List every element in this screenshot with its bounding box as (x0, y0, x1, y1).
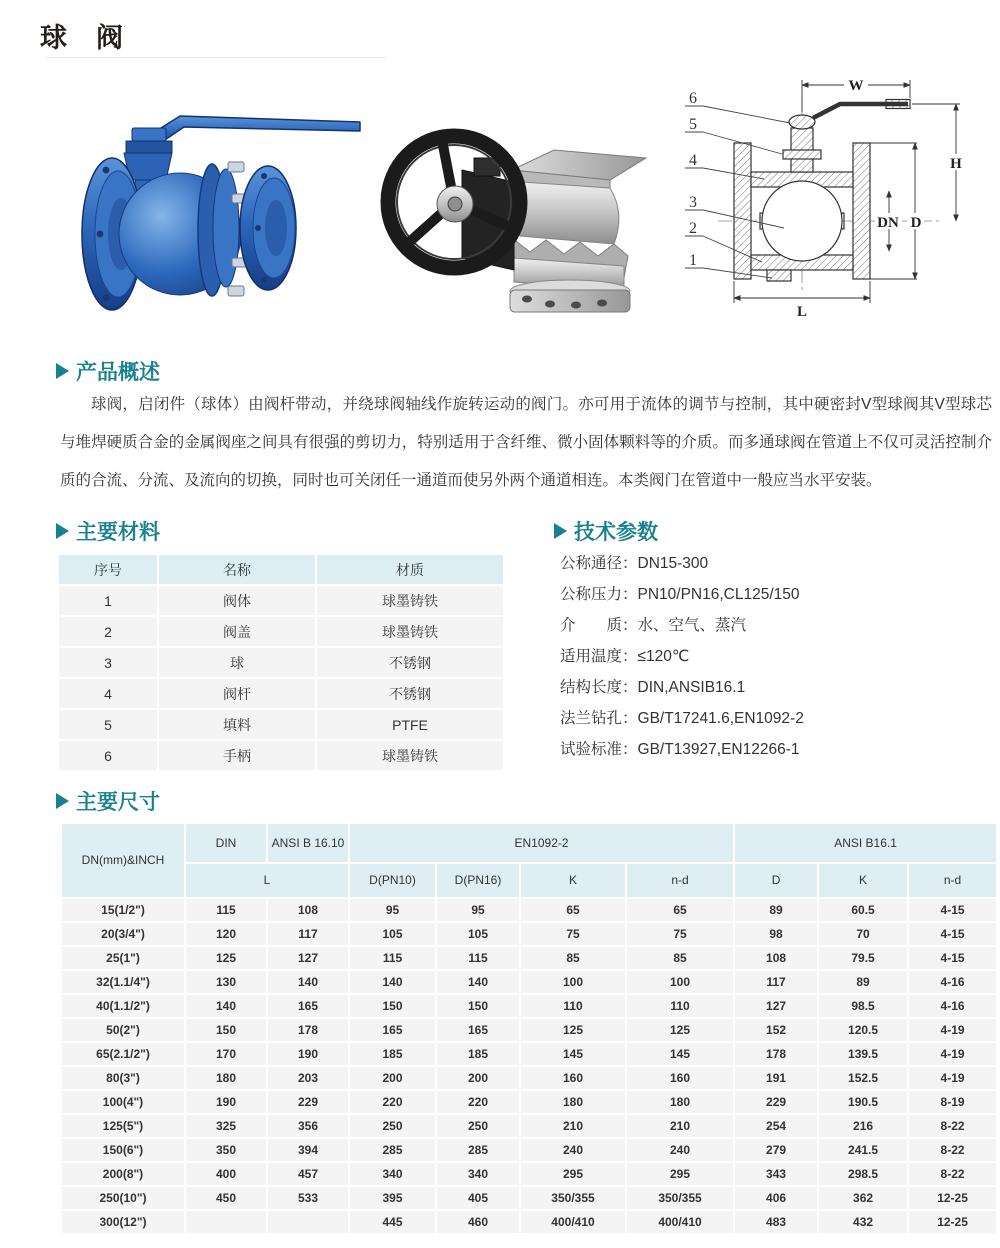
table-cell: 457 (268, 1163, 348, 1185)
tech-param-value: ≤120℃ (637, 648, 690, 665)
table-row (59, 586, 503, 615)
table-row (62, 899, 996, 921)
table-cell: 115 (350, 947, 435, 969)
table-cell: 190 (186, 1091, 266, 1113)
table-cell: 球墨铸铁 (317, 617, 503, 646)
table-row (62, 1163, 996, 1185)
gray-valve-illustration (362, 98, 667, 336)
tech-param-label: 公称通径： (560, 555, 638, 572)
dimensions-group-ansi161: ANSI B16.1 (735, 824, 996, 862)
table-cell: 95 (437, 899, 519, 921)
tech-param-line (560, 734, 980, 765)
table-cell: 8-19 (909, 1091, 996, 1113)
table-cell: 190.5 (819, 1091, 907, 1113)
materials-col-material: 材质 (317, 555, 503, 584)
table-cell: 65(2.1/2") (62, 1043, 184, 1065)
table-cell: 75 (627, 923, 733, 945)
table-cell: 50(2") (62, 1019, 184, 1041)
table-row (62, 1091, 996, 1113)
table-cell: 191 (735, 1067, 817, 1089)
product-photo-handwheel-ball-valve (362, 98, 667, 336)
table-cell: 180 (627, 1091, 733, 1113)
dimensions-group-en1092: EN1092-2 (350, 824, 733, 862)
table-cell: 203 (268, 1067, 348, 1089)
diagram-part-label-4: 4 (689, 152, 697, 169)
table-cell: 2 (59, 617, 157, 646)
table-cell: 105 (437, 923, 519, 945)
tech-param-value: PN10/PN16,CL125/150 (637, 586, 800, 603)
table-cell: 100 (627, 971, 733, 993)
diagram-part-label-5: 5 (689, 116, 697, 133)
table-cell: 152.5 (819, 1067, 907, 1089)
diagram-part-label-1: 1 (689, 252, 697, 269)
table-cell: 400 (186, 1163, 266, 1185)
table-row (59, 617, 503, 646)
table-cell: 450 (186, 1187, 266, 1209)
table-row (62, 1187, 996, 1209)
product-photo-flanged-ball-valve (60, 80, 368, 338)
diagram-dim-dn: DN (877, 215, 899, 231)
table-cell: 210 (521, 1115, 625, 1137)
dimensions-col-dn: DN(mm)&INCH (62, 824, 184, 897)
tech-param-value: GB/T17241.6,EN1092-2 (637, 710, 804, 727)
table-cell: 4-15 (909, 947, 996, 969)
table-cell: 125 (627, 1019, 733, 1041)
table-cell: 3 (59, 648, 157, 677)
table-row (62, 1139, 996, 1161)
table-cell: 295 (521, 1163, 625, 1185)
table-cell: 108 (735, 947, 817, 969)
table-cell: 117 (735, 971, 817, 993)
overview-heading-label: 产品概述 (76, 361, 160, 384)
diagram-part-label-6: 6 (689, 90, 697, 107)
table-cell: 298.5 (819, 1163, 907, 1185)
table-cell: 254 (735, 1115, 817, 1137)
table-cell: 356 (268, 1115, 348, 1137)
table-cell: 405 (437, 1187, 519, 1209)
table-cell: 340 (437, 1163, 519, 1185)
table-cell: 117 (268, 923, 348, 945)
tech-param-line (560, 548, 980, 579)
table-cell: 150 (186, 1019, 266, 1041)
tech-param-line (560, 641, 980, 672)
tech-param-label: 公称压力： (560, 586, 638, 603)
table-cell: 350/355 (627, 1187, 733, 1209)
table-cell: 8-22 (909, 1115, 996, 1137)
materials-col-no: 序号 (59, 555, 157, 584)
dimensions-header-row-1 (62, 824, 996, 862)
table-cell: 25(1") (62, 947, 184, 969)
table-cell: 178 (735, 1043, 817, 1065)
table-cell: 4-15 (909, 899, 996, 921)
table-cell: 4-19 (909, 1043, 996, 1065)
table-cell: 98.5 (819, 995, 907, 1017)
diagram-dim-w: W (848, 78, 864, 94)
tech-section-heading (554, 516, 658, 546)
tech-param-line (560, 579, 980, 610)
tech-param-line (560, 610, 980, 641)
table-cell: 152 (735, 1019, 817, 1041)
table-cell: 120 (186, 923, 266, 945)
table-cell: 20(3/4") (62, 923, 184, 945)
table-cell: 210 (627, 1115, 733, 1137)
tech-param-line (560, 672, 980, 703)
table-cell: 32(1.1/4") (62, 971, 184, 993)
table-cell: 140 (350, 971, 435, 993)
table-cell: 95 (350, 899, 435, 921)
table-cell: 185 (437, 1043, 519, 1065)
materials-header-row (59, 555, 503, 584)
table-cell: 手柄 (159, 741, 315, 770)
table-cell: 185 (350, 1043, 435, 1065)
diagram-part-label-3: 3 (689, 194, 697, 211)
table-cell: 220 (350, 1091, 435, 1113)
dimensions-sub-dpn10: D(PN10) (350, 864, 435, 897)
table-cell: 139.5 (819, 1043, 907, 1065)
table-cell: 140 (186, 995, 266, 1017)
table-cell: 200(8") (62, 1163, 184, 1185)
table-cell: 4-19 (909, 1019, 996, 1041)
triangle-bullet-icon (56, 523, 69, 539)
table-row (62, 995, 996, 1017)
table-cell: 216 (819, 1115, 907, 1137)
overview-section-heading (56, 356, 160, 386)
table-cell: 110 (521, 995, 625, 1017)
table-cell: 200 (350, 1067, 435, 1089)
table-cell: 165 (268, 995, 348, 1017)
table-cell: 4 (59, 679, 157, 708)
table-cell: 178 (268, 1019, 348, 1041)
diagram-dim-l: L (796, 304, 808, 320)
table-cell: 483 (735, 1211, 817, 1233)
materials-section-heading (56, 516, 160, 546)
table-cell: 400/410 (521, 1211, 625, 1233)
tech-param-label: 试验标准： (560, 741, 638, 758)
table-cell: 60.5 (819, 899, 907, 921)
dimensions-sub-l: L (186, 864, 348, 897)
table-cell: 130 (186, 971, 266, 993)
table-cell: 89 (735, 899, 817, 921)
table-row (62, 971, 996, 993)
table-cell: 65 (627, 899, 733, 921)
table-cell: 100 (521, 971, 625, 993)
table-cell: 460 (437, 1211, 519, 1233)
table-cell: 250 (437, 1115, 519, 1137)
table-cell: 15(1/2") (62, 899, 184, 921)
table-cell: 110 (627, 995, 733, 1017)
tech-param-label: 法兰钻孔： (560, 710, 638, 727)
table-cell: 145 (627, 1043, 733, 1065)
tech-heading-label: 技术参数 (574, 521, 658, 544)
table-row (62, 1067, 996, 1089)
table-cell: 球 (159, 648, 315, 677)
table-cell: 65 (521, 899, 625, 921)
table-cell: 98 (735, 923, 817, 945)
table-cell: 140 (437, 971, 519, 993)
dimensions-section-heading (56, 786, 160, 816)
table-cell: 115 (437, 947, 519, 969)
table-cell: 295 (627, 1163, 733, 1185)
table-cell: 89 (819, 971, 907, 993)
table-cell (268, 1211, 348, 1233)
table-cell: 12-25 (909, 1187, 996, 1209)
table-row (59, 648, 503, 677)
table-cell: 79.5 (819, 947, 907, 969)
materials-heading-label: 主要材料 (76, 521, 160, 544)
table-cell: 350 (186, 1139, 266, 1161)
table-cell: 125(5") (62, 1115, 184, 1137)
tech-params-list (560, 548, 980, 765)
table-cell: 8-22 (909, 1163, 996, 1185)
tech-param-label: 结构长度： (560, 679, 638, 696)
table-cell: 400/410 (627, 1211, 733, 1233)
table-cell: 4-16 (909, 971, 996, 993)
table-cell: 8-22 (909, 1139, 996, 1161)
dimensions-header-row-2 (62, 864, 996, 897)
table-cell: 4-15 (909, 923, 996, 945)
dimensions-table (60, 822, 998, 1235)
blue-valve-illustration (60, 80, 368, 338)
table-cell: 145 (521, 1043, 625, 1065)
table-cell: 4-19 (909, 1067, 996, 1089)
table-cell: 285 (350, 1139, 435, 1161)
table-cell: 105 (350, 923, 435, 945)
table-cell: 241.5 (819, 1139, 907, 1161)
dimensions-sub-d: D (735, 864, 817, 897)
table-cell: 170 (186, 1043, 266, 1065)
table-cell: 125 (521, 1019, 625, 1041)
table-cell: 1 (59, 586, 157, 615)
dimensions-group-ansi1610: ANSI B 16.10 (268, 824, 348, 862)
table-cell: PTFE (317, 710, 503, 739)
table-cell: 125 (186, 947, 266, 969)
table-cell: 432 (819, 1211, 907, 1233)
tech-param-value: DIN,ANSIB16.1 (637, 679, 746, 696)
diagram-dim-d: D (910, 215, 922, 231)
table-cell: 343 (735, 1163, 817, 1185)
title-divider (46, 57, 386, 58)
dimensions-sub-nd2: n-d (909, 864, 996, 897)
table-row (59, 679, 503, 708)
table-cell: 279 (735, 1139, 817, 1161)
table-cell: 115 (186, 899, 266, 921)
triangle-bullet-icon (56, 363, 69, 379)
table-cell: 220 (437, 1091, 519, 1113)
table-cell: 150 (350, 995, 435, 1017)
table-cell: 190 (268, 1043, 348, 1065)
table-row (62, 1043, 996, 1065)
table-cell: 不锈钢 (317, 679, 503, 708)
table-cell: 12-25 (909, 1211, 996, 1233)
table-cell: 350/355 (521, 1187, 625, 1209)
table-cell: 100(4") (62, 1091, 184, 1113)
dimension-diagram (672, 66, 998, 332)
table-row (62, 947, 996, 969)
table-cell: 不锈钢 (317, 648, 503, 677)
table-cell: 140 (268, 971, 348, 993)
table-cell: 200 (437, 1067, 519, 1089)
table-cell: 362 (819, 1187, 907, 1209)
page-title: 球 阀 (40, 23, 124, 53)
table-cell: 533 (268, 1187, 348, 1209)
overview-paragraph: 球阀，启闭件（球体）由阀杆带动，并绕球阀轴线作旋转运动的阀门。亦可用于流体的调节与控制，其中硬密封V型球阀其V型球芯与堆焊硬质合金的金属阀座之间具有很强的剪切力，特别适用于含纤维、微小固体颗料等的介质。而多通球阀在管道上不仅可灵活控制介质的合流、分流、及流向的切换，同时也可关闭任一通道而使另外两个通道相连。本类阀门在管道中一般应当水平安装。 (60, 396, 992, 489)
table-cell: 5 (59, 710, 157, 739)
tech-param-label: 介 质： (560, 617, 638, 634)
table-cell: 160 (521, 1067, 625, 1089)
table-cell: 240 (627, 1139, 733, 1161)
table-row (59, 741, 503, 770)
table-cell: 180 (186, 1067, 266, 1089)
table-cell: 250 (350, 1115, 435, 1137)
dimensions-sub-k2: K (819, 864, 907, 897)
diagram-dim-h: H (950, 156, 962, 172)
table-cell: 108 (268, 899, 348, 921)
table-cell: 150(6") (62, 1139, 184, 1161)
table-cell: 阀盖 (159, 617, 315, 646)
table-cell: 180 (521, 1091, 625, 1113)
tech-param-value: 水、空气、蒸汽 (637, 617, 747, 634)
table-cell: 85 (627, 947, 733, 969)
table-row (62, 923, 996, 945)
table-cell: 285 (437, 1139, 519, 1161)
dimensions-heading-label: 主要尺寸 (76, 791, 160, 814)
materials-table (57, 553, 505, 772)
table-cell: 250(10") (62, 1187, 184, 1209)
tech-param-value: GB/T13927,EN12266-1 (637, 741, 800, 758)
table-row (62, 1019, 996, 1041)
tech-param-value: DN15-300 (637, 555, 709, 572)
table-cell: 160 (627, 1067, 733, 1089)
table-cell: 填料 (159, 710, 315, 739)
table-cell: 球墨铸铁 (317, 586, 503, 615)
dimensions-sub-k1: K (521, 864, 625, 897)
table-cell: 球墨铸铁 (317, 741, 503, 770)
table-cell: 阀体 (159, 586, 315, 615)
table-row (62, 1115, 996, 1137)
tech-param-line (560, 703, 980, 734)
tech-param-label: 适用温度： (560, 648, 638, 665)
table-cell: 395 (350, 1187, 435, 1209)
dimensions-sub-dpn16: D(PN16) (437, 864, 519, 897)
table-cell: 445 (350, 1211, 435, 1233)
table-cell: 阀杆 (159, 679, 315, 708)
diagram-part-label-2: 2 (689, 220, 697, 237)
table-cell: 6 (59, 741, 157, 770)
table-cell: 127 (735, 995, 817, 1017)
table-row (59, 710, 503, 739)
table-cell: 229 (268, 1091, 348, 1113)
table-cell: 4-16 (909, 995, 996, 1017)
table-cell: 340 (350, 1163, 435, 1185)
table-cell: 240 (521, 1139, 625, 1161)
table-cell: 165 (350, 1019, 435, 1041)
triangle-bullet-icon (554, 523, 567, 539)
table-cell: 70 (819, 923, 907, 945)
table-cell: 300(12") (62, 1211, 184, 1233)
table-cell: 150 (437, 995, 519, 1017)
table-cell: 75 (521, 923, 625, 945)
table-cell: 165 (437, 1019, 519, 1041)
table-cell: 120.5 (819, 1019, 907, 1041)
dimensions-sub-nd1: n-d (627, 864, 733, 897)
table-cell: 325 (186, 1115, 266, 1137)
table-cell: 406 (735, 1187, 817, 1209)
table-cell: 40(1.1/2") (62, 995, 184, 1017)
valve-cross-section-drawing (672, 66, 998, 332)
table-cell: 394 (268, 1139, 348, 1161)
table-cell: 229 (735, 1091, 817, 1113)
table-row (62, 1211, 996, 1233)
table-cell: 85 (521, 947, 625, 969)
materials-col-name: 名称 (159, 555, 315, 584)
table-cell: 80(3") (62, 1067, 184, 1089)
table-cell: 127 (268, 947, 348, 969)
table-cell (186, 1211, 266, 1233)
triangle-bullet-icon (56, 793, 69, 809)
dimensions-group-din: DIN (186, 824, 266, 862)
